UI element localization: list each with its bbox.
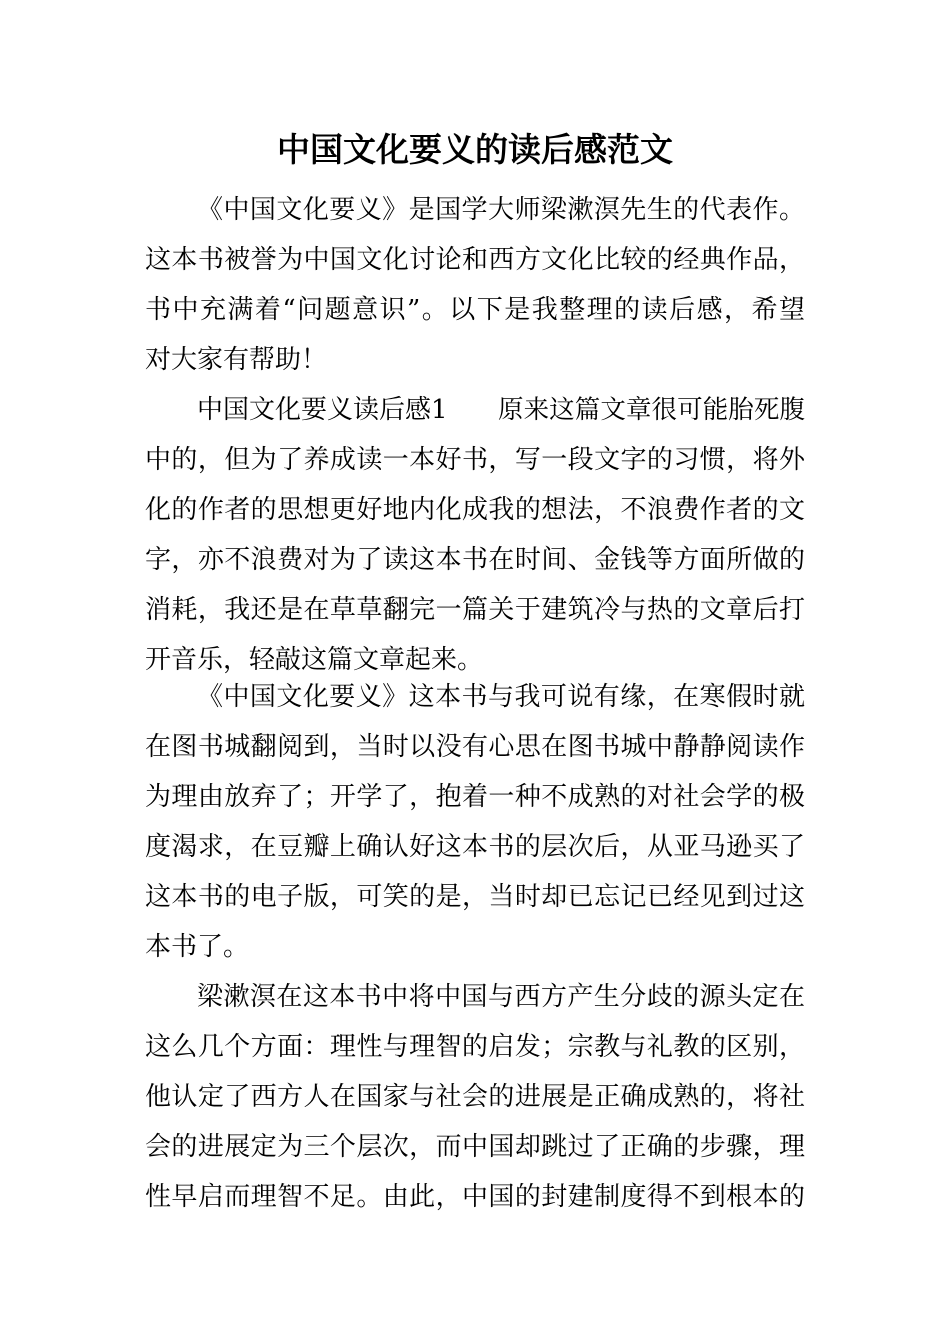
paragraph-line: 书中充满着“问题意识”。以下是我整理的读后感，希望 (145, 295, 805, 325)
paragraph-line: 度渴求，在豆瓣上确认好这本书的层次后，从亚马逊买了 (145, 832, 805, 862)
paragraph-line: 为理由放弃了；开学了，抱着一种不成熟的对社会学的极 (145, 782, 805, 812)
paragraph-line: 《中国文化要义》这本书与我可说有缘，在寒假时就 (197, 682, 805, 712)
paragraph-line: 性早启而理智不足。由此，中国的封建制度得不到根本的 (145, 1182, 805, 1212)
paragraph-line: 对大家有帮助！ (145, 345, 328, 375)
paragraph-line: 会的进展定为三个层次，而中国却跳过了正确的步骤，理 (145, 1132, 805, 1162)
section-heading: 中国文化要义读后感1 (197, 395, 448, 425)
paragraph-line: 本书了。 (145, 932, 250, 962)
paragraph-line: 开音乐，轻敲这篇文章起来。 (145, 645, 484, 675)
paragraph-line: 这本书被誉为中国文化讨论和西方文化比较的经典作品， (145, 245, 805, 275)
paragraph-line: 化的作者的思想更好地内化成我的想法，不浪费作者的文 (145, 495, 805, 525)
paragraph-line: 原来这篇文章很可能胎死腹 (498, 395, 805, 425)
paragraph-line: 字，亦不浪费对为了读这本书在时间、金钱等方面所做的 (145, 545, 805, 575)
paragraph-line: 这么几个方面：理性与理智的启发；宗教与礼教的区别， (145, 1032, 805, 1062)
paragraph-line: 中的，但为了养成读一本好书，写一段文字的习惯，将外 (145, 445, 805, 475)
paragraph-line: 在图书城翻阅到，当时以没有心思在图书城中静静阅读作 (145, 732, 805, 762)
paragraph-line: 这本书的电子版，可笑的是，当时却已忘记已经见到过这 (145, 882, 805, 912)
paragraph-line: 他认定了西方人在国家与社会的进展是正确成熟的，将社 (145, 1082, 805, 1112)
paragraph-line: 消耗，我还是在草草翻完一篇关于建筑冷与热的文章后打 (145, 595, 805, 625)
paragraph-line: 《中国文化要义》是国学大师梁漱溟先生的代表作。 (197, 195, 805, 225)
document-title: 中国文化要义的读后感范文 (277, 130, 673, 169)
paragraph-line: 梁漱溟在这本书中将中国与西方产生分歧的源头定在 (197, 982, 805, 1012)
